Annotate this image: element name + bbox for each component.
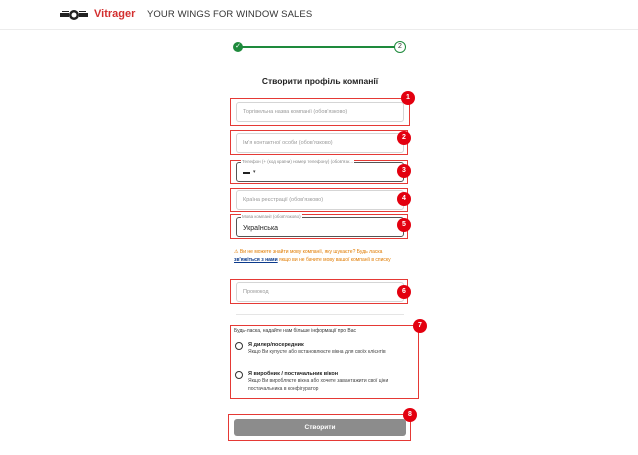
- annotation-badge-1: 1: [401, 91, 415, 105]
- more-info-label: Будь-ласка, надайте нам більше інформації про Вас: [234, 328, 357, 334]
- check-icon: ✓: [235, 43, 241, 50]
- annotation-badge-4: 4: [397, 192, 411, 206]
- contact-person-placeholder: Ім'я контактної особи (обов'язково): [243, 140, 333, 146]
- annotation-badge-5: 5: [397, 218, 411, 232]
- phone-input[interactable]: [236, 159, 404, 182]
- promo-code-placeholder: Промокод: [243, 289, 269, 295]
- annotation-badge-3: 3: [397, 164, 411, 178]
- country-input[interactable]: [236, 190, 404, 210]
- annotation-badge-7: 7: [413, 319, 427, 333]
- chevron-down-icon[interactable]: ▾: [253, 169, 256, 175]
- contact-us-link[interactable]: зв'яжіться з нами: [234, 256, 278, 263]
- flag-icon[interactable]: [243, 172, 250, 174]
- annotation-badge-2: 2: [397, 131, 411, 145]
- company-language-select[interactable]: [236, 214, 404, 237]
- create-button[interactable]: Створити: [234, 419, 406, 436]
- language-warning: [234, 249, 404, 264]
- company-name-placeholder: Торгівельна назва компанії (обов'язково): [243, 109, 348, 115]
- annotation-badge-6: 6: [397, 285, 411, 299]
- section-divider: [236, 314, 404, 315]
- manufacturer-radio[interactable]: [235, 371, 243, 379]
- contact-person-input[interactable]: [236, 133, 404, 153]
- warning-icon: ⚠: [234, 249, 239, 255]
- dealer-radio[interactable]: [235, 342, 243, 350]
- promo-code-input[interactable]: [236, 282, 404, 302]
- manufacturer-option-desc: Якщо Ви виробляєте вікна або хочете завантажити свої ціни постачальника в конфігуратор: [248, 378, 389, 392]
- warning-text-prefix: Ви не можете знайти мову компанії, яку шукаєте? Будь ласка: [239, 249, 383, 255]
- annotation-badge-8: 8: [403, 408, 417, 422]
- top-header: [0, 0, 638, 30]
- dealer-option-desc: Якщо Ви купуєте або встановлюєте вікна для своїх клієнтів: [248, 349, 386, 355]
- step-2-current: 2: [394, 41, 406, 53]
- phone-label: Телефон (+ (код країни) номер телефону) (обов'язк...: [242, 159, 354, 164]
- language-label: Мова компанії (обов'язково): [242, 214, 301, 219]
- page-title: Створити профіль компанії: [261, 76, 379, 86]
- country-placeholder: Країна реєстрації (обов'язково): [243, 197, 324, 203]
- step-1-done: [233, 42, 243, 52]
- warning-text-suffix: якщо ви не бачите мову вашої компанії в списку: [277, 256, 391, 263]
- tagline: YOUR WINGS FOR WINDOW SALES: [147, 9, 313, 20]
- language-value: Українська: [243, 225, 279, 232]
- step-progress-line: [241, 46, 396, 48]
- manufacturer-option-title[interactable]: Я виробник / постачальник вікон: [248, 371, 339, 377]
- company-name-input[interactable]: [236, 102, 404, 122]
- dealer-option-title[interactable]: Я дилер/посередник: [248, 342, 304, 348]
- brand-name[interactable]: Vitrager: [94, 8, 136, 20]
- wings-logo-icon[interactable]: [60, 8, 88, 22]
